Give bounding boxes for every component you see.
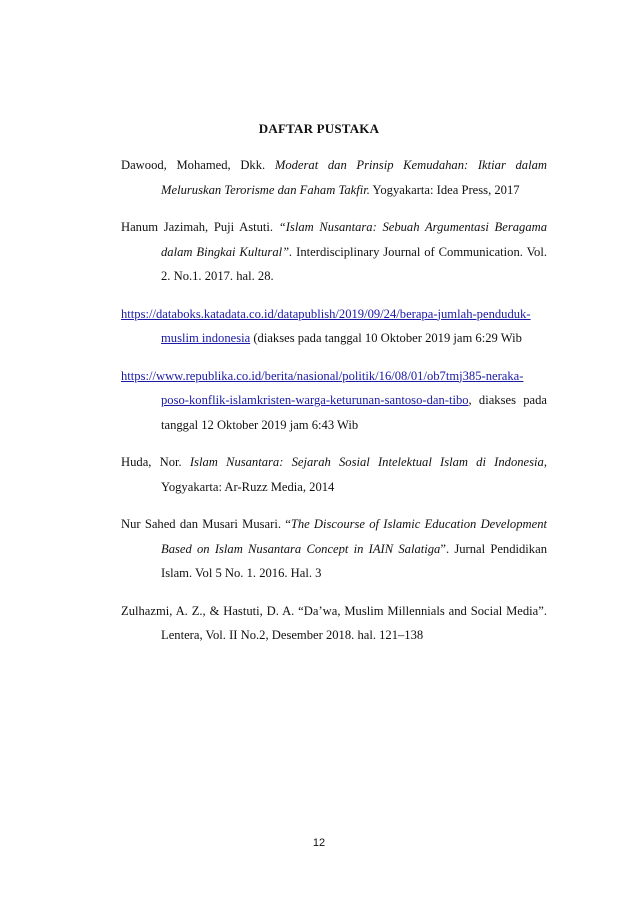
reference-publisher: , Yogyakarta: Ar-Ruzz Media, 2014	[161, 455, 548, 494]
page-number: 12	[312, 837, 326, 849]
reference-link[interactable]: https://www.republika.co.id/berita/nasional/politik/16/08/01/ob7tmj385-neraka-poso-konflik-islamkristen-warga-keturunan-santoso-dan-tibo	[121, 368, 524, 407]
reference-publisher: Yogyakarta: Idea Press, 2017	[369, 182, 520, 197]
reference-item	[121, 215, 547, 289]
reference-item	[121, 153, 547, 202]
page-title: DAFTAR PUSTAKA	[258, 121, 380, 136]
reference-list	[121, 153, 547, 661]
reference-link[interactable]: https://databoks.katadata.co.id/datapublish/2019/09/24/berapa-jumlah-penduduk-muslim indonesia	[121, 306, 531, 345]
reference-access-note: (diakses pada tanggal 10 Oktober 2019 jam 6:29 Wib	[250, 331, 522, 345]
reference-title: “Islam Nusantara: Sebuah Argumentasi Beragama dalam Bingkai Kultural”.	[161, 220, 548, 259]
reference-publisher: Interdisciplinary Journal of Communication. Vol. 2. No.1. 2017. hal. 28.	[161, 244, 548, 283]
reference-publisher: ”. Jurnal Pendidikan Islam. Vol 5 No. 1. 2016. Hal. 3	[161, 541, 547, 580]
reference-item	[121, 599, 547, 648]
reference-title: The Discourse of Islamic Education Development Based on Islam Nusantara Concept in IAIN Salatiga	[161, 517, 548, 556]
reference-author: Dawood, Mohamed, Dkk.	[121, 158, 275, 172]
reference-access-note: , diakses pada tanggal 12 Oktober 2019 jam 6:43 Wib	[161, 393, 547, 432]
reference-item	[121, 450, 547, 499]
reference-item	[121, 364, 547, 438]
reference-item	[121, 302, 547, 351]
reference-author: Nur Sahed dan Musari Musari. “	[121, 517, 291, 531]
reference-author: Hanum Jazimah, Puji Astuti.	[121, 220, 279, 234]
reference-title: Islam Nusantara: Sejarah Sosial Intelektual Islam di Indonesia	[189, 455, 544, 469]
reference-author: Huda, Nor.	[121, 455, 190, 469]
reference-title: Moderat dan Prinsip Kemudahan: Iktiar dalam Meluruskan Terorisme dan Faham Takfir.	[161, 158, 547, 197]
reference-item	[121, 512, 547, 586]
reference-text: Zulhazmi, A. Z., & Hastuti, D. A. “Da’wa, Muslim Millennials and Social Media”. Lentera, Vol. II No.2, Desember 2018. hal. 121–138	[121, 603, 547, 642]
